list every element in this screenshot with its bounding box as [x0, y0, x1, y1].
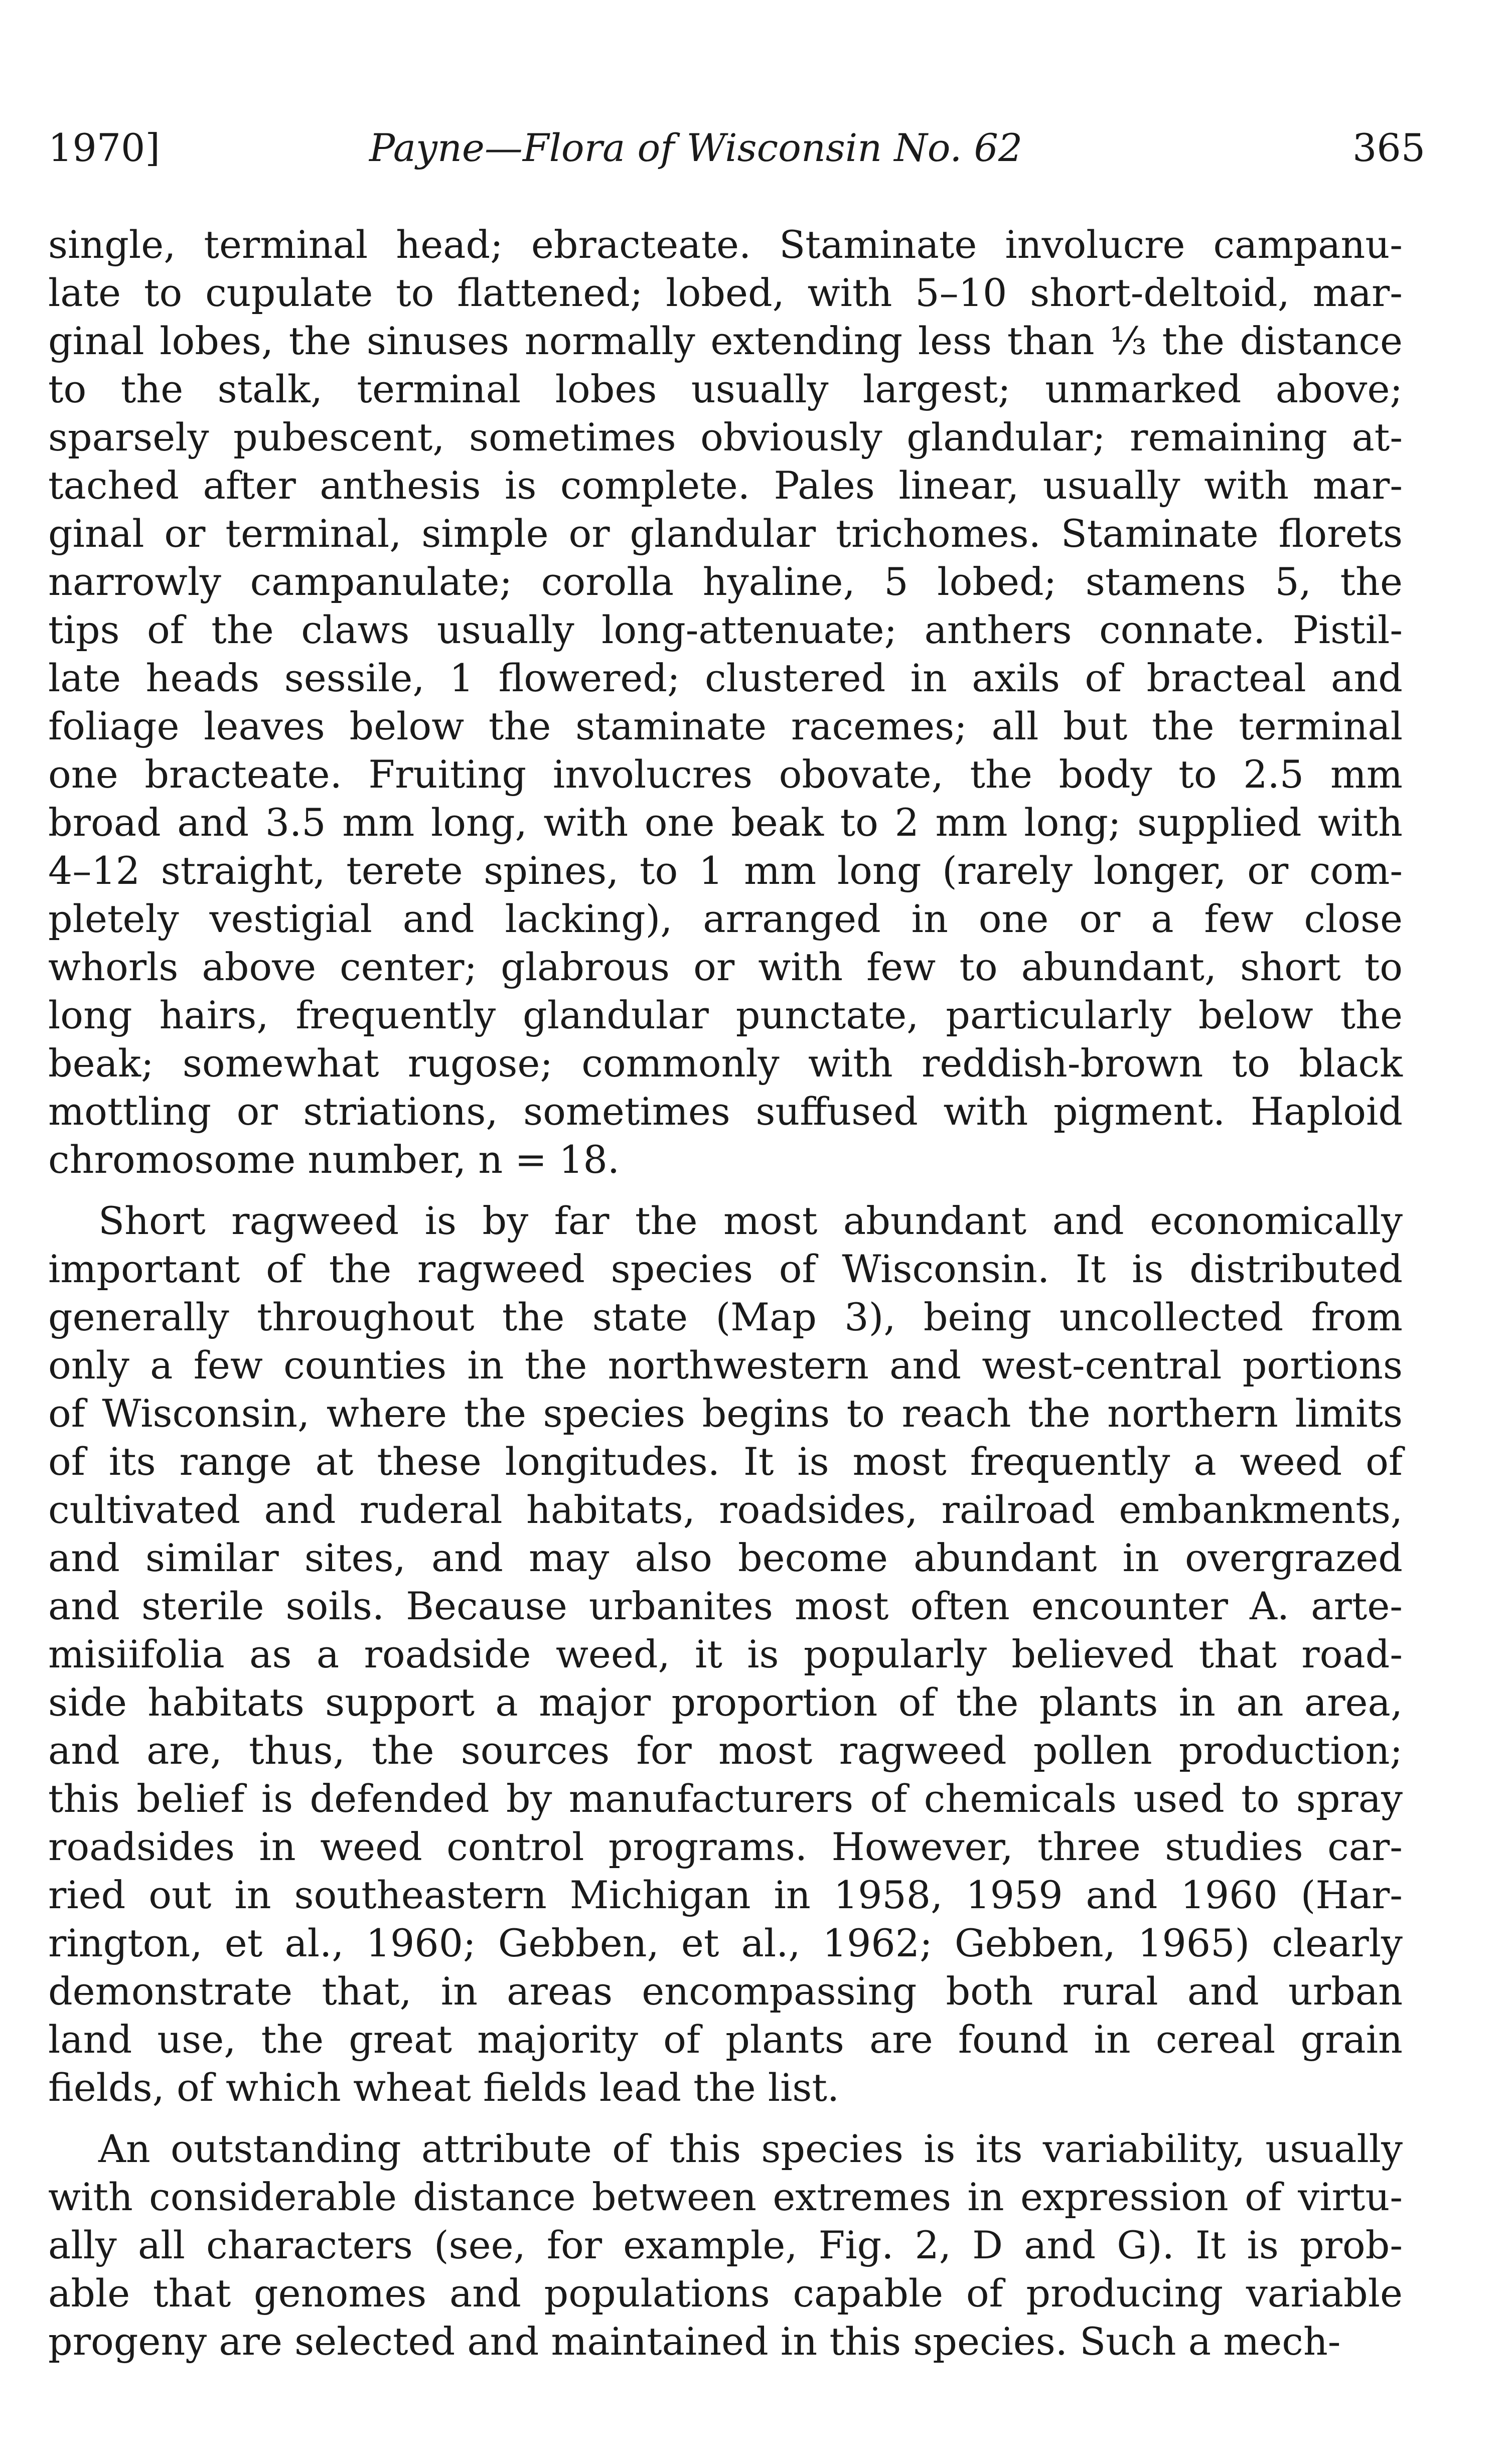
header-year: 1970]	[48, 125, 161, 170]
text-line: single, terminal head; ebracteate. Staminate involucre campanu-	[48, 222, 1403, 267]
text-line: cultivated and ruderal habitats, roadsides, railroad embankments,	[48, 1487, 1403, 1532]
text-line: pletely vestigial and lacking), arranged in one or a few close	[48, 896, 1403, 941]
text-line: of its range at these longitudes. It is most frequently a weed of	[48, 1439, 1403, 1484]
text-line: with considerable distance between extremes in expression of virtu-	[48, 2175, 1403, 2219]
text-line: one bracteate. Fruiting involucres obovate, the body to 2.5 mm	[48, 752, 1403, 797]
text-line: important of the ragweed species of Wisconsin. It is distributed	[48, 1247, 1403, 1291]
text-line: progeny are selected and maintained in this species. Such a mech-	[48, 2319, 1341, 2364]
text-line: roadsides in weed control programs. However, three studies car-	[48, 1824, 1403, 1869]
text-line: ginal or terminal, simple or glandular trichomes. Staminate florets	[48, 511, 1403, 556]
text-line: generally throughout the state (Map 3), being uncollected from	[48, 1295, 1403, 1339]
paragraph-1	[48, 221, 1403, 1184]
paragraph-2	[48, 1197, 1403, 2112]
text-line: demonstrate that, in areas encompassing both rural and urban	[48, 1969, 1403, 2014]
text-line: late heads sessile, 1 flowered; clustered in axils of bracteal and	[48, 656, 1403, 700]
text-line: tached after anthesis is complete. Pales linear, usually with mar-	[48, 463, 1403, 508]
text-line: side habitats support a major proportion of the plants in an area,	[48, 1680, 1403, 1725]
text-line: 4–12 straight, terete spines, to 1 mm long (rarely longer, or com-	[48, 848, 1403, 893]
text-line: this belief is defended by manufacturers of chemicals used to spray	[48, 1776, 1403, 1821]
text-line: An outstanding attribute of this species is its variability, usually	[98, 2126, 1403, 2171]
text-line: ried out in southeastern Michigan in 1958, 1959 and 1960 (Har-	[48, 1873, 1403, 1917]
text-line: foliage leaves below the staminate racemes; all but the terminal	[48, 704, 1403, 748]
body-text	[48, 221, 1403, 2366]
text-line: broad and 3.5 mm long, with one beak to 2 mm long; supplied with	[48, 800, 1403, 845]
text-line: and are, thus, the sources for most ragweed pollen production;	[48, 1728, 1403, 1773]
text-line: long hairs, frequently glandular punctate, particularly below the	[48, 993, 1403, 1037]
running-header	[48, 120, 1509, 176]
text-line: sparsely pubescent, sometimes obviously glandular; remaining at-	[48, 415, 1403, 459]
text-line: land use, the great majority of plants are found in cereal grain	[48, 2017, 1403, 2062]
text-line: tips of the claws usually long-attenuate; anthers connate. Pistil-	[48, 607, 1403, 652]
text-line: Short ragweed is by far the most abundant and economically	[98, 1198, 1403, 1243]
text-line: only a few counties in the northwestern and west-central portions	[48, 1343, 1403, 1388]
text-line: able that genomes and populations capable of producing variable	[48, 2271, 1403, 2316]
text-line: late to cupulate to flattened; lobed, with 5–10 short-deltoid, mar-	[48, 270, 1403, 315]
text-line: misiifolia as a roadside weed, it is popularly believed that road-	[48, 1632, 1403, 1676]
text-line: chromosome number, n = 18.	[48, 1137, 620, 1182]
text-line: ally all characters (see, for example, Fig. 2, D and G). It is prob-	[48, 2223, 1403, 2267]
text-line: fields, of which wheat fields lead the list.	[48, 2065, 840, 2110]
text-line: rington, et al., 1960; Gebben, et al., 1962; Gebben, 1965) clearly	[48, 1921, 1403, 1965]
text-line: of Wisconsin, where the species begins to reach the northern limits	[48, 1391, 1403, 1436]
paragraph-gap	[48, 1184, 1403, 1197]
text-line: whorls above center; glabrous or with few to abundant, short to	[48, 945, 1403, 989]
page-number: 365	[1352, 125, 1426, 170]
text-line: and similar sites, and may also become abundant in overgrazed	[48, 1535, 1403, 1580]
text-line: and sterile soils. Because urbanites most often encounter A. arte-	[48, 1584, 1403, 1628]
text-line: ginal lobes, the sinuses normally extending less than ⅓ the distance	[48, 319, 1403, 363]
paragraph-3	[48, 2125, 1403, 2366]
text-line: to the stalk, terminal lobes usually largest; unmarked above;	[48, 367, 1403, 411]
text-line: narrowly campanulate; corolla hyaline, 5 lobed; stamens 5, the	[48, 559, 1403, 604]
paragraph-gap	[48, 2112, 1403, 2125]
text-line: mottling or striations, sometimes suffused with pigment. Haploid	[48, 1089, 1403, 1134]
header-title: Payne—Flora of Wisconsin No. 62	[369, 125, 1023, 170]
text-line: beak; somewhat rugose; commonly with reddish-brown to black	[48, 1041, 1403, 1086]
